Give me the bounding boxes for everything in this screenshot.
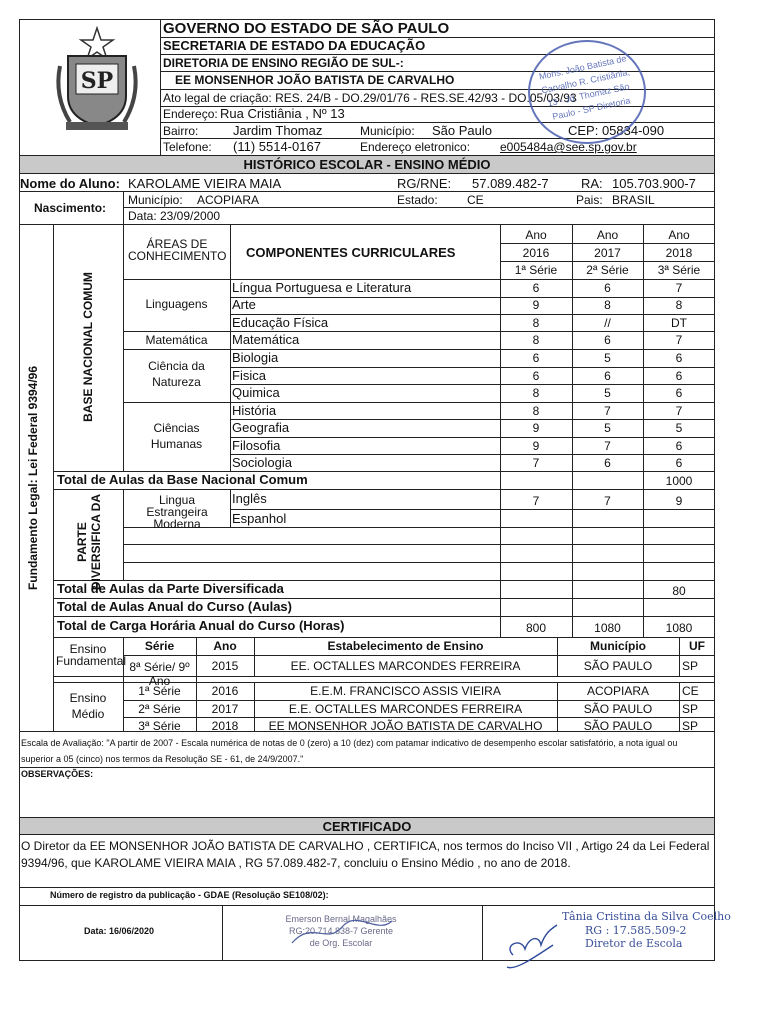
grade-cell: 9 <box>675 494 683 508</box>
registro-publicacao: Número de registro da publicação - GDAE (Resolução SE108/02): <box>50 890 329 900</box>
birth-pais-label: Pais: <box>576 193 603 207</box>
grade-cell: 7 <box>675 333 683 347</box>
area-ciencia-natureza: Ciência da Natureza <box>148 359 205 389</box>
subject-name: História <box>232 403 277 418</box>
total-div-value: 80 <box>672 584 686 598</box>
diretor-signature <box>495 915 565 975</box>
telefone-label: Telefone: <box>163 140 212 154</box>
diretor-cargo: Diretor de Escola <box>585 937 683 950</box>
grade-cell: 5 <box>675 421 683 435</box>
base-nacional-comum-label: BASE NACIONAL COMUM <box>81 272 95 422</box>
fund-serie: 8ª Série/ 9º Ano <box>129 660 190 688</box>
grade-cell: 7 <box>532 456 540 470</box>
total-div-label: Total de Aulas da Parte Diversificada <box>57 581 284 596</box>
medio-serie: 2ª Série <box>138 702 181 716</box>
medio-mun: SÃO PAULO <box>583 719 653 733</box>
birth-data-label: Data: <box>128 209 157 223</box>
grade-cell: 7 <box>604 494 611 508</box>
grade-cell: 6 <box>532 369 540 383</box>
medio-ano: 2016 <box>211 684 239 698</box>
grade-cell: 8 <box>532 316 540 330</box>
grade-cell: 6 <box>675 456 683 470</box>
grade-cell: 8 <box>532 386 540 400</box>
total-horas-2016: 800 <box>525 621 547 635</box>
medio-ano: 2017 <box>211 702 239 716</box>
grade-cell: 6 <box>604 456 611 470</box>
subject-name: Matemática <box>232 332 300 347</box>
grade-cell: 9 <box>532 421 540 435</box>
certificado-title: CERTIFICADO <box>19 817 715 835</box>
nascimento-label: Nascimento: <box>34 201 107 215</box>
endereco: Rua Cristiânia , Nº 13 <box>220 106 345 121</box>
fund-mun: SÃO PAULO <box>583 659 653 673</box>
serie-2: 2ª Série <box>586 263 629 277</box>
medio-mun: ACOPIARA <box>586 684 649 698</box>
medio-estab: E.E.M. FRANCISCO ASSIS VIEIRA <box>310 684 501 698</box>
lingua-area: Lingua Estrangeira Moderna <box>146 493 208 531</box>
medio-uf: CE <box>682 684 699 698</box>
ano-header-1: Ano <box>525 228 547 242</box>
endereco-label: Endereço: <box>163 107 218 121</box>
grade-cell: 7 <box>675 404 683 418</box>
grade-cell: 6 <box>532 351 540 365</box>
secretaria: SECRETARIA DE ESTADO DA EDUCAÇÃO <box>163 38 426 53</box>
total-horas-label: Total de Carga Horária Anual do Curso (Horas) <box>57 618 345 633</box>
municipio: São Paulo <box>432 123 492 138</box>
year-2018: 2018 <box>665 246 693 260</box>
grade-cell: 7 <box>604 404 611 418</box>
observacoes-label: OBSERVAÇÕES: <box>21 769 94 779</box>
grade-cell: 6 <box>675 351 683 365</box>
medio-mun: SÃO PAULO <box>583 702 653 716</box>
gerente-signature <box>282 915 402 951</box>
cep: CEP: 05834-090 <box>568 123 665 138</box>
schools-estab-header: Estabelecimento de Ensino <box>327 639 484 653</box>
area-linguagens: Linguagens <box>145 297 208 311</box>
fund-estab: EE. OCTALLES MARCONDES FERREIRA <box>290 659 521 673</box>
subject-name: Biologia <box>232 350 279 365</box>
diretor-name: Tânia Cristina da Silva Coelho <box>562 910 731 923</box>
componentes-header: COMPONENTES CURRICULARES <box>246 245 456 260</box>
medio-serie: 3ª Série <box>138 719 181 733</box>
medio-uf: SP <box>682 702 699 716</box>
grade-cell: 8 <box>604 298 611 312</box>
sp-emblem <box>50 26 145 134</box>
parte-diversificada-label: PARTE DIVERSIFICA DA <box>75 493 103 591</box>
area-ciencias-humanas: Ciências Humanas <box>150 421 203 451</box>
grade-cell: 9 <box>532 439 540 453</box>
total-base-value: 1000 <box>665 474 693 488</box>
subject-name: Língua Portuguesa e Literatura <box>232 280 412 295</box>
rg-label: RG/RNE: <box>397 176 452 191</box>
grade-cell: 7 <box>675 281 683 295</box>
grade-cell: 7 <box>604 439 611 453</box>
student-name: KAROLAME VIEIRA MAIA <box>128 176 282 191</box>
medio-serie: 1ª Série <box>138 684 181 698</box>
school-name: EE MONSENHOR JOÃO BATISTA DE CARVALHO <box>175 73 455 87</box>
subject-name: Educação Física <box>232 315 329 330</box>
email-label: Endereço eletronico: <box>360 140 471 154</box>
medio-estab: E.E. OCTALLES MARCONDES FERREIRA <box>288 702 523 716</box>
birth-data: 23/09/2000 <box>160 209 221 223</box>
year-2016: 2016 <box>522 246 550 260</box>
grade-cell: 9 <box>532 298 540 312</box>
schools-ano-header: Ano <box>213 639 237 653</box>
total-horas-2017: 1080 <box>594 621 621 635</box>
ensino-fundamental-label: Ensino Fundamental <box>56 642 127 668</box>
ato-legal: Ato legal de criação: RES. 24/B - DO.29/01/76 - RES.SE.42/93 - DO.05/03/93 <box>163 91 577 105</box>
serie-1: 1ª Série <box>514 263 558 277</box>
grade-cell: DT <box>671 316 687 330</box>
grade-cell: 7 <box>532 494 540 508</box>
birth-municipio: ACOPIARA <box>197 193 260 207</box>
subject-name: Fisica <box>232 368 266 383</box>
schools-mun-header: Município <box>590 639 646 653</box>
grade-cell: 6 <box>604 281 611 295</box>
birth-estado: CE <box>467 193 484 207</box>
grade-cell: 6 <box>604 333 611 347</box>
fundamento-legal: Fundamento Legal: Lei Federal 9394/96 <box>26 365 40 591</box>
serie-3: 3ª Série <box>657 263 701 277</box>
total-base-label: Total de Aulas da Base Nacional Comum <box>57 472 308 487</box>
grade-cell: 5 <box>604 351 611 365</box>
student-ra: 105.703.900-7 <box>612 176 696 191</box>
certificado-data: Data: 16/06/2020 <box>84 926 155 936</box>
birth-pais: BRASIL <box>612 193 655 207</box>
medio-estab: EE MONSENHOR JOÃO BATISTA DE CARVALHO <box>268 719 543 733</box>
grade-cell: 5 <box>604 421 611 435</box>
diretor-rg: RG : 17.585.509-2 <box>585 924 687 937</box>
diretoria: DIRETORIA DE ENSINO REGIÃO DE SUL-: <box>163 56 404 70</box>
grade-cell: 6 <box>675 369 683 383</box>
grade-cell: 6 <box>532 281 540 295</box>
year-2017: 2017 <box>594 246 621 260</box>
historico-title: HISTÓRICO ESCOLAR - ENSINO MÉDIO <box>19 155 715 174</box>
subject-name: Quimica <box>232 385 280 400</box>
schools-uf-header: UF <box>689 639 705 653</box>
escala-avaliacao: Escala de Avaliação: "A partir de 2007 - Escala numérica de notas de 0 (zero) a 10 (dez) com patamar indicativo de desempenho escolar satisfatório, a nota igual ou superior a 05 (cinco) nos termos da Resolução SE - 61, de 24/9/2007." <box>21 738 678 764</box>
ano-header-2: Ano <box>596 228 619 242</box>
birth-estado-label: Estado: <box>397 193 438 207</box>
grade-cell: 6 <box>675 386 683 400</box>
grade-cell: 8 <box>532 404 540 418</box>
subject-name: Inglês <box>232 491 267 506</box>
ensino-medio-label: Ensino Médio <box>69 691 107 721</box>
bairro-label: Bairro: <box>163 124 199 138</box>
total-horas-2018: 1080 <box>665 621 693 635</box>
grade-cell: 6 <box>675 439 683 453</box>
total-anual-label: Total de Aulas Anual do Curso (Aulas) <box>57 599 292 614</box>
gerente-stamp: Emerson Bernal Magalhães RG:20.714.838-7 Gerente de Org. Escolar <box>285 914 397 948</box>
subject-name: Espanhol <box>232 511 287 526</box>
ra-label: RA: <box>581 176 603 191</box>
schools-serie-header: Série <box>144 639 175 653</box>
medio-ano: 2018 <box>211 719 239 733</box>
grade-cell: // <box>604 316 611 330</box>
student-rg: 57.089.482-7 <box>472 176 549 191</box>
nome-label: Nome do Aluno: <box>20 176 120 191</box>
gov-title: GOVERNO DO ESTADO DE SÃO PAULO <box>163 20 450 37</box>
area-matematica: Matemática <box>145 333 208 347</box>
municipio-label: Município: <box>360 124 415 138</box>
grade-cell: 8 <box>675 298 683 312</box>
svg-text:SP: SP <box>80 68 114 94</box>
subject-name: Arte <box>232 297 256 312</box>
grade-cell: 8 <box>532 333 540 347</box>
certificado-text: O Diretor da EE MONSENHOR JOÃO BATISTA DE CARVALHO , CERTIFICA, nos termos do Inciso VII , Artigo 24 da Lei Federal 9394/96, que KAROLAME VIEIRA MAIA , RG 57.089.482-7, concluiu o Ensino Médio , no ano de 2018. <box>21 839 710 870</box>
telefone: (11) 5514-0167 <box>233 139 321 154</box>
medio-uf: SP <box>682 719 699 733</box>
school-stamp: Mons. João Batista de Carvalho R. Cristiânia, 13 - Jd. Thomaz São Paulo - SP Diretoria <box>528 40 646 144</box>
ano-header-3: Ano <box>668 228 690 242</box>
areas-header: ÁREAS DE CONHECIMENTO <box>128 237 227 263</box>
grade-cell: 6 <box>604 369 611 383</box>
grade-cell: 5 <box>604 386 611 400</box>
subject-name: Geografia <box>232 420 290 435</box>
bairro: Jardim Thomaz <box>233 123 323 138</box>
fund-uf: SP <box>682 659 699 673</box>
email: e005484a@see.sp.gov.br <box>500 140 637 154</box>
subject-name: Sociologia <box>232 455 292 470</box>
birth-municipio-label: Município: <box>128 193 183 207</box>
subject-name: Filosofia <box>232 438 281 453</box>
fund-ano: 2015 <box>211 659 239 673</box>
